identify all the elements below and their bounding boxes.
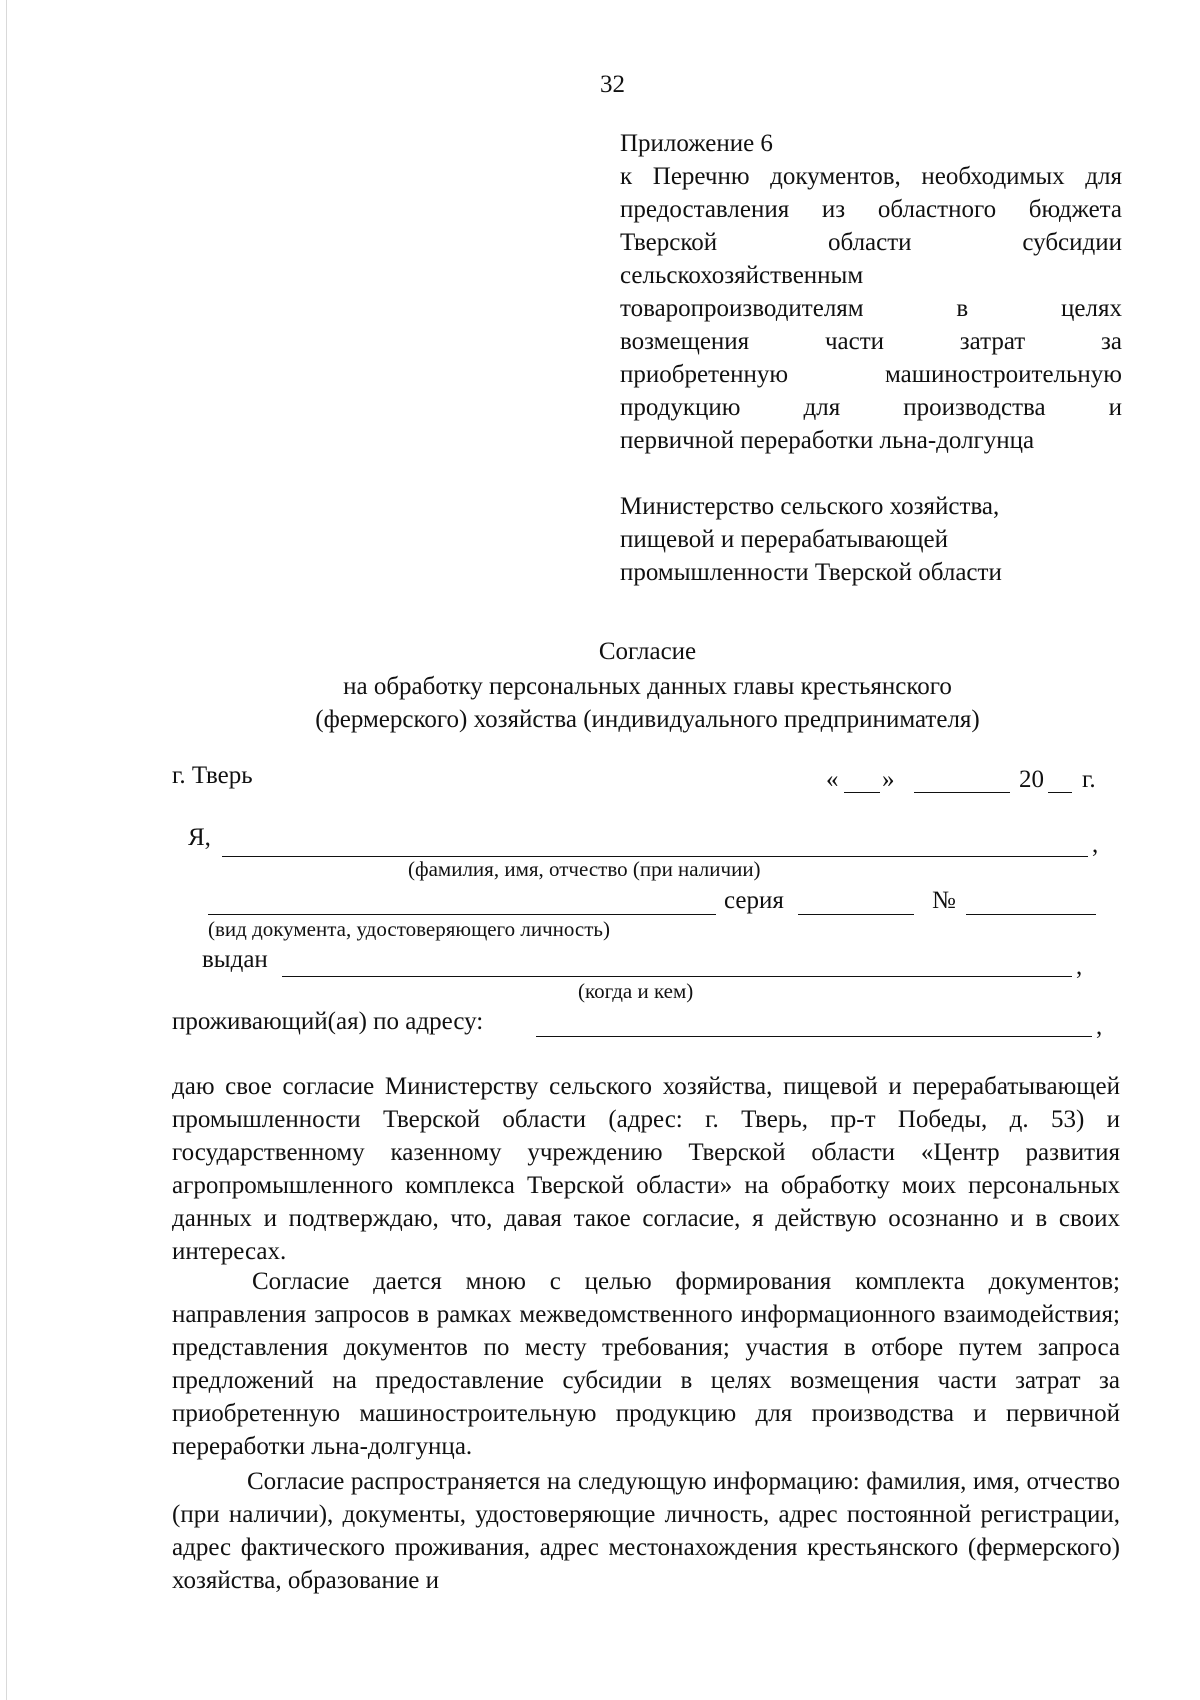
appendix-header xyxy=(620,127,1122,457)
document-type-hint: (вид документа, удостоверяющего личность) xyxy=(208,917,611,941)
comma: , xyxy=(1092,831,1099,858)
purpose-paragraph xyxy=(172,1265,1120,1463)
appendix-line: товаропроизводителям в целях xyxy=(620,295,1122,322)
series-field[interactable] xyxy=(798,914,914,915)
consent-paragraph xyxy=(172,1070,1120,1268)
paragraph-text: Согласие дается мною с целью формирования комплекта документов; направления запросов в рамках межведомственного информационного взаимодействия; представления документов по месту требования; участия в отборе путем запроса предложений на предоставление субсидии в целях возмещения части затрат за приобретенную машиностроительную продукцию для производства и первичной переработки льна-долгунца. xyxy=(172,1268,1120,1460)
year-field[interactable] xyxy=(1048,792,1072,793)
issued-hint: (когда и кем) xyxy=(578,979,694,1003)
scope-paragraph xyxy=(172,1465,1120,1597)
quote-open: « xyxy=(826,766,839,793)
appendix-line: предоставления из областного бюджета xyxy=(620,196,1122,223)
addressee-block xyxy=(620,490,1122,589)
paragraph-text: даю свое согласие Министерству сельского хозяйства, пищевой и перерабатывающей промышленности Тверской области (адрес: г. Тверь, пр-т Победы, д. 53) и государственному казенному учреждению Тверской области «Центр развития агропромышленного комплекса Тверской области» на обработку моих персональных данных и подтверждаю, что, давая такое согласие, я действую осознанно и в своих интересах. xyxy=(172,1073,1120,1265)
issued-label: выдан xyxy=(202,946,268,973)
comma: , xyxy=(1076,953,1083,980)
appendix-line: Приложение 6 xyxy=(620,130,773,157)
addressee-line: промышленности Тверской области xyxy=(620,559,1002,586)
series-label: серия xyxy=(724,887,784,914)
comma: , xyxy=(1096,1013,1103,1040)
quote-close: » xyxy=(882,766,895,793)
city-label: г. Тверь xyxy=(172,762,253,789)
day-field[interactable] xyxy=(844,792,880,793)
number-label: № xyxy=(932,887,956,914)
page-number: 32 xyxy=(600,71,625,98)
address-field[interactable] xyxy=(536,1036,1092,1037)
paragraph-text: Согласие распространяется на следующую информацию: фамилия, имя, отчество (при наличии), документы, удостоверяющие личность, адрес постоянной регистрации, адрес фактического проживания, адрес местонахождения крестьянского (фермерского) хозяйства, образование и xyxy=(172,1468,1120,1594)
number-field[interactable] xyxy=(966,914,1096,915)
appendix-line: продукцию для производства и xyxy=(620,394,1122,421)
address-label: проживающий(ая) по адресу: xyxy=(172,1008,484,1035)
document-subtitle-line: на обработку персональных данных главы крестьянского xyxy=(343,673,952,700)
issued-field[interactable] xyxy=(282,976,1072,977)
appendix-line: к Перечню документов, необходимых для xyxy=(620,163,1122,190)
i-label: Я, xyxy=(188,824,211,851)
year-prefix: 20 xyxy=(1019,766,1044,793)
appendix-line: возмещения части затрат за xyxy=(620,328,1122,355)
appendix-line: сельскохозяйственным xyxy=(620,262,864,289)
addressee-line: пищевой и перерабатывающей xyxy=(620,526,949,553)
year-suffix: г. xyxy=(1082,766,1096,793)
month-field[interactable] xyxy=(914,792,1010,793)
scan-edge-line xyxy=(6,0,7,1700)
appendix-line: приобретенную машиностроительную xyxy=(620,361,1122,388)
document-title: Согласие xyxy=(598,638,697,665)
document-subtitle-line: (фермерского) хозяйства (индивидуального предпринимателя) xyxy=(315,706,980,733)
appendix-line: первичной переработки льна-долгунца xyxy=(620,427,1035,454)
fio-hint: (фамилия, имя, отчество (при наличии) xyxy=(408,857,761,881)
addressee-line: Министерство сельского хозяйства, xyxy=(620,493,1000,520)
document-type-field[interactable] xyxy=(208,914,716,915)
appendix-line: Тверской области субсидии xyxy=(620,229,1122,256)
